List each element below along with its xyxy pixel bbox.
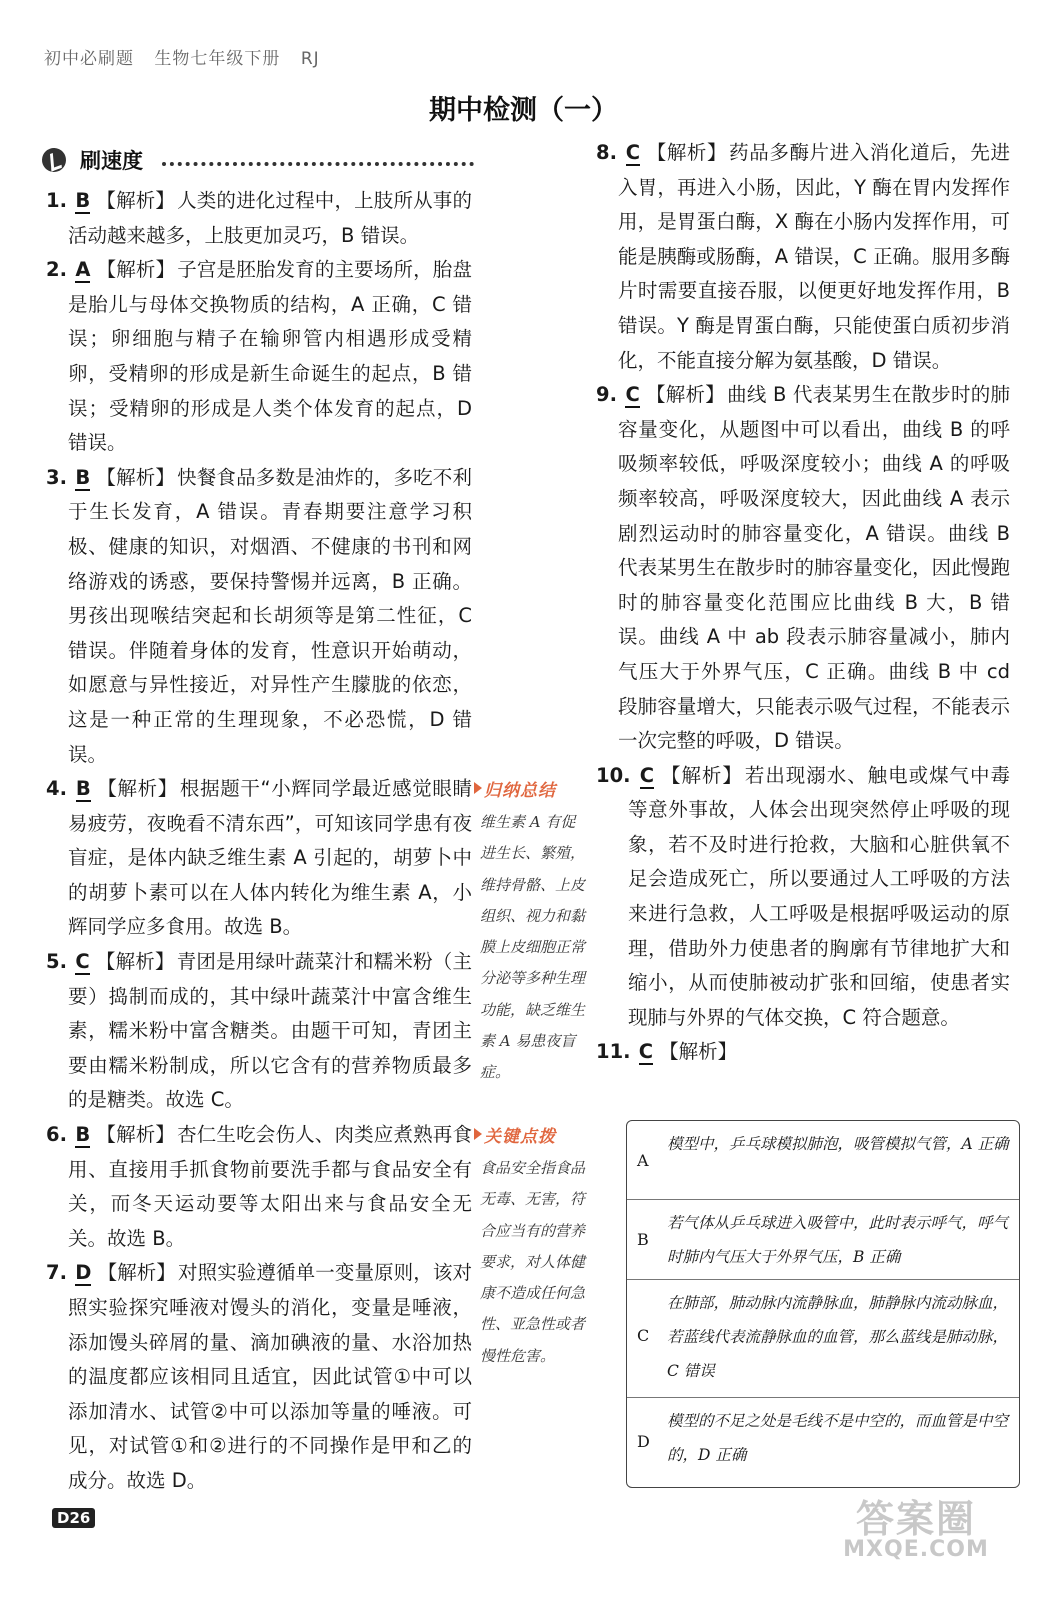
answer-letter: C [638, 1040, 654, 1064]
page-title: 期中检测（一） [429, 95, 618, 126]
answer-letter: B [75, 1123, 91, 1147]
book-name: 初中必刷题 [44, 49, 134, 69]
question-number: 8. [596, 141, 617, 164]
q11-analysis-table [626, 1120, 1020, 1488]
question-item [46, 1256, 472, 1498]
analysis-tag: 【解析】 [646, 141, 728, 164]
question-number: 10. [596, 763, 631, 787]
answer-letter: C [639, 763, 655, 787]
table-row [627, 1121, 1019, 1199]
option-analysis: 模型的不足之处是毛线不是中空的，而血管是中空的，D 正确 [667, 1412, 1009, 1464]
question-item [46, 184, 472, 253]
question-item [596, 759, 1010, 1036]
answer-letter: B [75, 189, 91, 212]
answer-letter: A [75, 258, 91, 282]
left-column [46, 184, 472, 1499]
question-number: 6. [46, 1123, 67, 1147]
question-item [596, 378, 1010, 759]
section-label: 刷速度 [80, 149, 143, 173]
question-explanation: 人类的进化过程中，上肢所从事的活动越来越多，上肢更加灵巧，B 错误。 [68, 189, 472, 247]
question-explanation: 根据题干“小辉同学最近感觉眼睛易疲劳，夜晚看不清东西”，可知该同学患有夜盲症，是体内缺乏维生素 A 引起的，胡萝卜中的胡萝卜素可以在人体内转化为维生素 A，小辉同学应多食用。故选 B。 [68, 777, 472, 939]
analysis-tag: 【解析】 [96, 258, 176, 282]
dotted-divider [162, 162, 474, 166]
analysis-tag: 【解析】 [645, 383, 726, 407]
running-header [44, 44, 334, 69]
answer-letter: D [75, 1261, 92, 1285]
sidenote-tip [478, 1122, 586, 1372]
sidenote-title: 关键点拨 [484, 1127, 556, 1147]
table-row [627, 1199, 1019, 1280]
analysis-tag: 【解析】 [95, 950, 175, 974]
arrow-icon [474, 782, 482, 794]
table-row [627, 1279, 1019, 1398]
sidenote-text: 维生素 A 有促进生长、繁殖，维持骨骼、上皮组织、视力和黏膜上皮细胞正常分泌等多种生理功能，缺乏维生素 A 易患夜盲症。 [480, 813, 586, 1082]
question-number: 7. [46, 1261, 67, 1285]
option-analysis: 若气体从乒乓球进入吸管中，此时表示呼气，呼气时肺内气压大于外界气压，B 正确 [667, 1214, 1009, 1266]
right-column [596, 136, 1010, 1070]
table-row [627, 1397, 1019, 1486]
edition-label: RJ [300, 49, 320, 69]
arrow-icon [474, 1128, 482, 1140]
watermark-text: 答案圈 [855, 1497, 976, 1541]
sidenote-summary [478, 776, 586, 1089]
question-number: 1. [46, 189, 67, 212]
sidenote-text: 食品安全指食品无毒、无害，符合应当有的营养要求，对人体健康不造成任何急性、亚急性或者慢性危害。 [480, 1159, 586, 1365]
question-explanation: 药品多酶片进入消化道后，先进入胃，再进入小肠，因此，Y 酶在胃内发挥作用，是胃蛋白酶，X 酶在小肠内发挥作用，可能是胰酶或肠酶，A 错误，C 正确。服用多酶片时需要直接吞服，以便更好地发挥作用，B 错误。Y 酶是胃蛋白酶，只能使蛋白质初步消化，不能直接分解为氨基酸，D 错误。 [618, 141, 1010, 372]
analysis-tag: 【解析】 [97, 1261, 177, 1285]
analysis-tag: 【解析】 [96, 465, 176, 489]
analysis-tag: 【解析】 [96, 777, 178, 801]
watermark-logo [826, 1488, 1006, 1562]
option-label: A [637, 1151, 649, 1170]
sidenote-title: 归纳总结 [484, 781, 556, 801]
checkmark-badge-icon [39, 145, 70, 176]
question-explanation: 曲线 B 代表某男生在散步时的肺容量变化，从题图中可以看出，曲线 B 的呼吸频率较低，呼吸深度较小；曲线 A 的呼吸频率较高，呼吸深度较大，因此曲线 A 表示剧烈运动时的肺容量变化，A 错误。曲线 B 代表某男生在散步时的肺容量变化，因此慢跑时的肺容量变化范围应比曲线 B 大，B 错误。曲线 A 中 ab 段表示肺容量减小，肺内气压大于外界气压，C 正确。曲线 B 中 cd 段肺容量增大，只能表示吸气过程，不能表示一次完整的呼吸，D 错误。 [618, 383, 1010, 753]
subject-name: 生物七年级下册 [154, 49, 281, 69]
question-item [596, 136, 1010, 378]
question-explanation: 若出现溺水、触电或煤气中毒等意外事故，人体会出现突然停止呼吸的现象，若不及时进行抢救，大脑和心脏供氧不足会造成死亡，所以要通过人工呼吸的方法来进行急救，人工呼吸是根据呼吸运动的原理，借助外力使患者的胸廓有节律地扩大和缩小，从而使肺被动扩张和回缩，使患者实现肺与外界的气体交换，C 符合题意。 [628, 763, 1010, 1029]
answer-letter: C [75, 950, 90, 974]
analysis-tag: 【解析】 [96, 189, 176, 212]
answer-letter: B [75, 777, 91, 801]
page-number: D26 [52, 1508, 95, 1528]
question-number: 4. [46, 777, 67, 801]
option-analysis: 模型中，乒乓球模拟肺泡，吸管模拟气管，A 正确 [667, 1135, 1009, 1153]
section-heading [42, 146, 474, 178]
question-number: 2. [46, 258, 67, 282]
question-number: 5. [46, 950, 67, 974]
question-item [596, 1035, 1010, 1070]
question-number: 3. [46, 465, 67, 489]
question-item [46, 253, 472, 461]
analysis-tag: 【解析】 [659, 1040, 738, 1064]
analysis-tag: 【解析】 [96, 1123, 176, 1147]
answer-letter: B [75, 465, 91, 489]
question-number: 11. [596, 1040, 631, 1064]
analysis-tag: 【解析】 [660, 763, 743, 787]
question-explanation: 对照实验遵循单一变量原则，该对照实验探究唾液对馒头的消化，变量是唾液，添加馒头碎屑的量、滴加碘液的量、水浴加热的温度都应该相同且适宜，因此试管①中可以添加清水、试管②中可以添加等量的唾液。可见，对试管①和②进行的不同操作是甲和乙的成分。故选 D。 [68, 1261, 472, 1492]
answer-letter: C [625, 383, 640, 407]
option-label: D [637, 1432, 650, 1451]
question-explanation: 青团是用绿叶蔬菜汁和糯米粉（主要）捣制而成的，其中绿叶蔬菜汁中富含维生素，糯米粉中富含糖类。由题干可知，青团主要由糯米粉制成，所以它含有的营养物质最多的是糖类。故选 C。 [68, 950, 472, 1112]
answer-letter: C [625, 141, 641, 164]
option-label: B [637, 1230, 649, 1249]
question-explanation: 子宫是胚胎发育的主要场所，胎盘是胎儿与母体交换物质的结构，A 正确，C 错误；卵细胞与精子在输卵管内相遇形成受精卵，受精卵的形成是新生命诞生的起点，B 错误；受精卵的形成是人类个体发育的起点，D 错误。 [68, 258, 472, 455]
question-item [46, 1118, 472, 1256]
question-item [46, 772, 472, 945]
question-item [46, 945, 472, 1118]
question-number: 9. [596, 383, 617, 407]
question-explanation: 杏仁生吃会伤人、肉类应煮熟再食用、直接用手抓食物前要洗手都与食品安全有关，而冬天运动要等太阳出来与食品安全无关。故选 B。 [68, 1123, 472, 1250]
option-label: C [637, 1326, 650, 1345]
question-item [46, 461, 472, 772]
watermark-url: MXQE.COM [843, 1537, 989, 1562]
question-explanation: 快餐食品多数是油炸的，多吃不利于生长发育，A 错误。青春期要注意学习积极、健康的知识，对烟酒、不健康的书刊和网络游戏的诱惑，要保持警惕并远离，B 正确。男孩出现喉结突起和长胡须等是第二性征，C 错误。伴随着身体的发育，性意识开始萌动，如愿意与异性接近，对异性产生朦胧的依恋，这是一种正常的生理现象，不必恐慌，D 错误。 [68, 465, 472, 766]
option-analysis: 在肺部，肺动脉内流静脉血，肺静脉内流动脉血，若蓝线代表流静脉血的血管，那么蓝线是肺动脉，C 错误 [667, 1294, 1009, 1380]
